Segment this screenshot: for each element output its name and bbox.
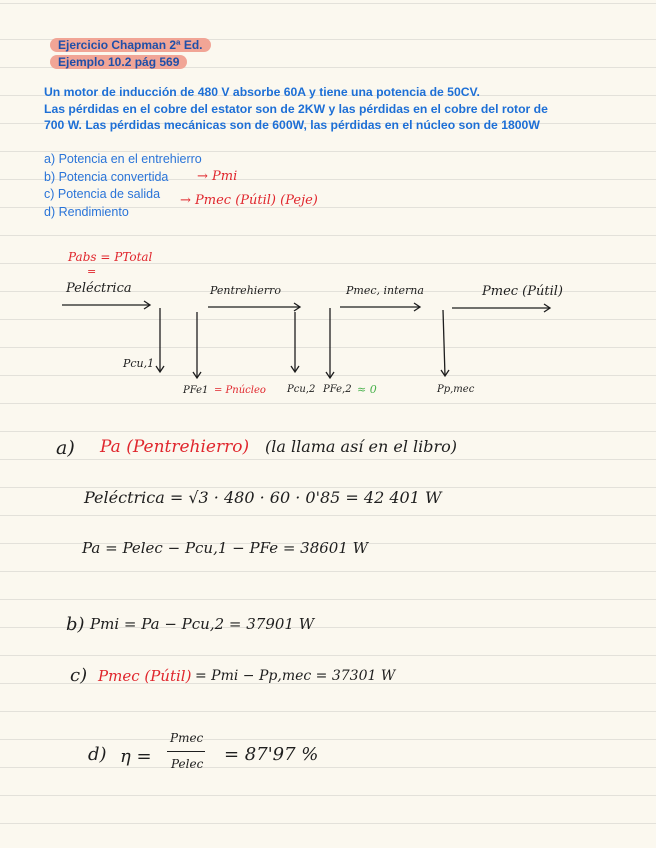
pabs-label: Pabs = PTotal xyxy=(68,250,153,264)
p-mec-interna-label: Pmec, interna xyxy=(346,284,424,297)
question-b: b) Potencia convertida xyxy=(44,169,169,184)
solution-a-title: Pa (Pentrehierro) xyxy=(100,437,250,457)
solution-c-title: Pmec (Pútil) xyxy=(98,667,192,685)
solution-d-label: d) xyxy=(88,744,107,765)
p-pmec-label: Pp,mec xyxy=(437,384,475,395)
question-a: a) Potencia en el entrehierro xyxy=(44,152,202,166)
p-entrehierro-label: Pentrehierro xyxy=(210,284,281,297)
loss-arrow-pmec xyxy=(443,310,445,376)
solution-d-eta: η = xyxy=(120,746,152,767)
question-c: c) Potencia de salida xyxy=(44,187,161,201)
p-nucleo-label: = Pnúcleo xyxy=(214,385,266,396)
solution-d-result: = 87'97 % xyxy=(224,744,319,765)
solution-c-label: c) xyxy=(70,665,88,686)
fraction-numerator: Pmec xyxy=(170,731,204,745)
pabs-equals-mark: = xyxy=(87,265,97,278)
approx-zero-label: ≈ 0 xyxy=(357,383,377,396)
fraction-bar xyxy=(167,751,205,752)
p-cu2-label: Pcu,2 xyxy=(287,384,316,395)
solution-b-label: b) xyxy=(66,614,85,635)
solution-b-equation: Pmi = Pa − Pcu,2 = 37901 W xyxy=(90,615,315,633)
p-cu1-label: Pcu,1 xyxy=(123,357,155,370)
problem-line-2: Las pérdidas en el cobre del estator son de 2KW y las pérdidas en el cobre del rotor de xyxy=(44,101,548,116)
question-c-note: → Pmec (Pútil) (Peje) xyxy=(180,193,318,208)
p-fe2-label: PFe,2 xyxy=(323,384,352,395)
p-fe1-label: PFe1 xyxy=(183,385,209,396)
fraction-denominator: Pelec xyxy=(171,757,204,771)
solution-a-equation-2: Pa = Pelec − Pcu,1 − PFe = 38601 W xyxy=(82,539,369,557)
p-electrica-label: Peléctrica xyxy=(66,281,132,296)
solution-a-label: a) xyxy=(56,437,75,459)
exercise-tag: Ejercicio Chapman 2ª Ed. xyxy=(50,38,211,52)
question-d: d) Rendimiento xyxy=(44,204,129,219)
question-b-note: → Pmi xyxy=(197,169,238,184)
p-mec-util-label: Pmec (Pútil) xyxy=(482,284,563,299)
example-tag: Ejemplo 10.2 pág 569 xyxy=(50,55,187,69)
solution-c-equation: = Pmi − Pp,mec = 37301 W xyxy=(195,668,396,684)
problem-line-3: 700 W. Las pérdidas mecánicas son de 600W, las pérdidas en el núcleo son de 1800W xyxy=(44,118,540,132)
problem-line-1: Un motor de inducción de 480 V absorbe 60A y tiene una potencia de 50CV. xyxy=(44,85,480,99)
solution-a-equation-1: Peléctrica = √3 · 480 · 60 · 0'85 = 42 401 W xyxy=(84,488,442,507)
solution-a-note: (la llama así en el libro) xyxy=(265,437,458,456)
